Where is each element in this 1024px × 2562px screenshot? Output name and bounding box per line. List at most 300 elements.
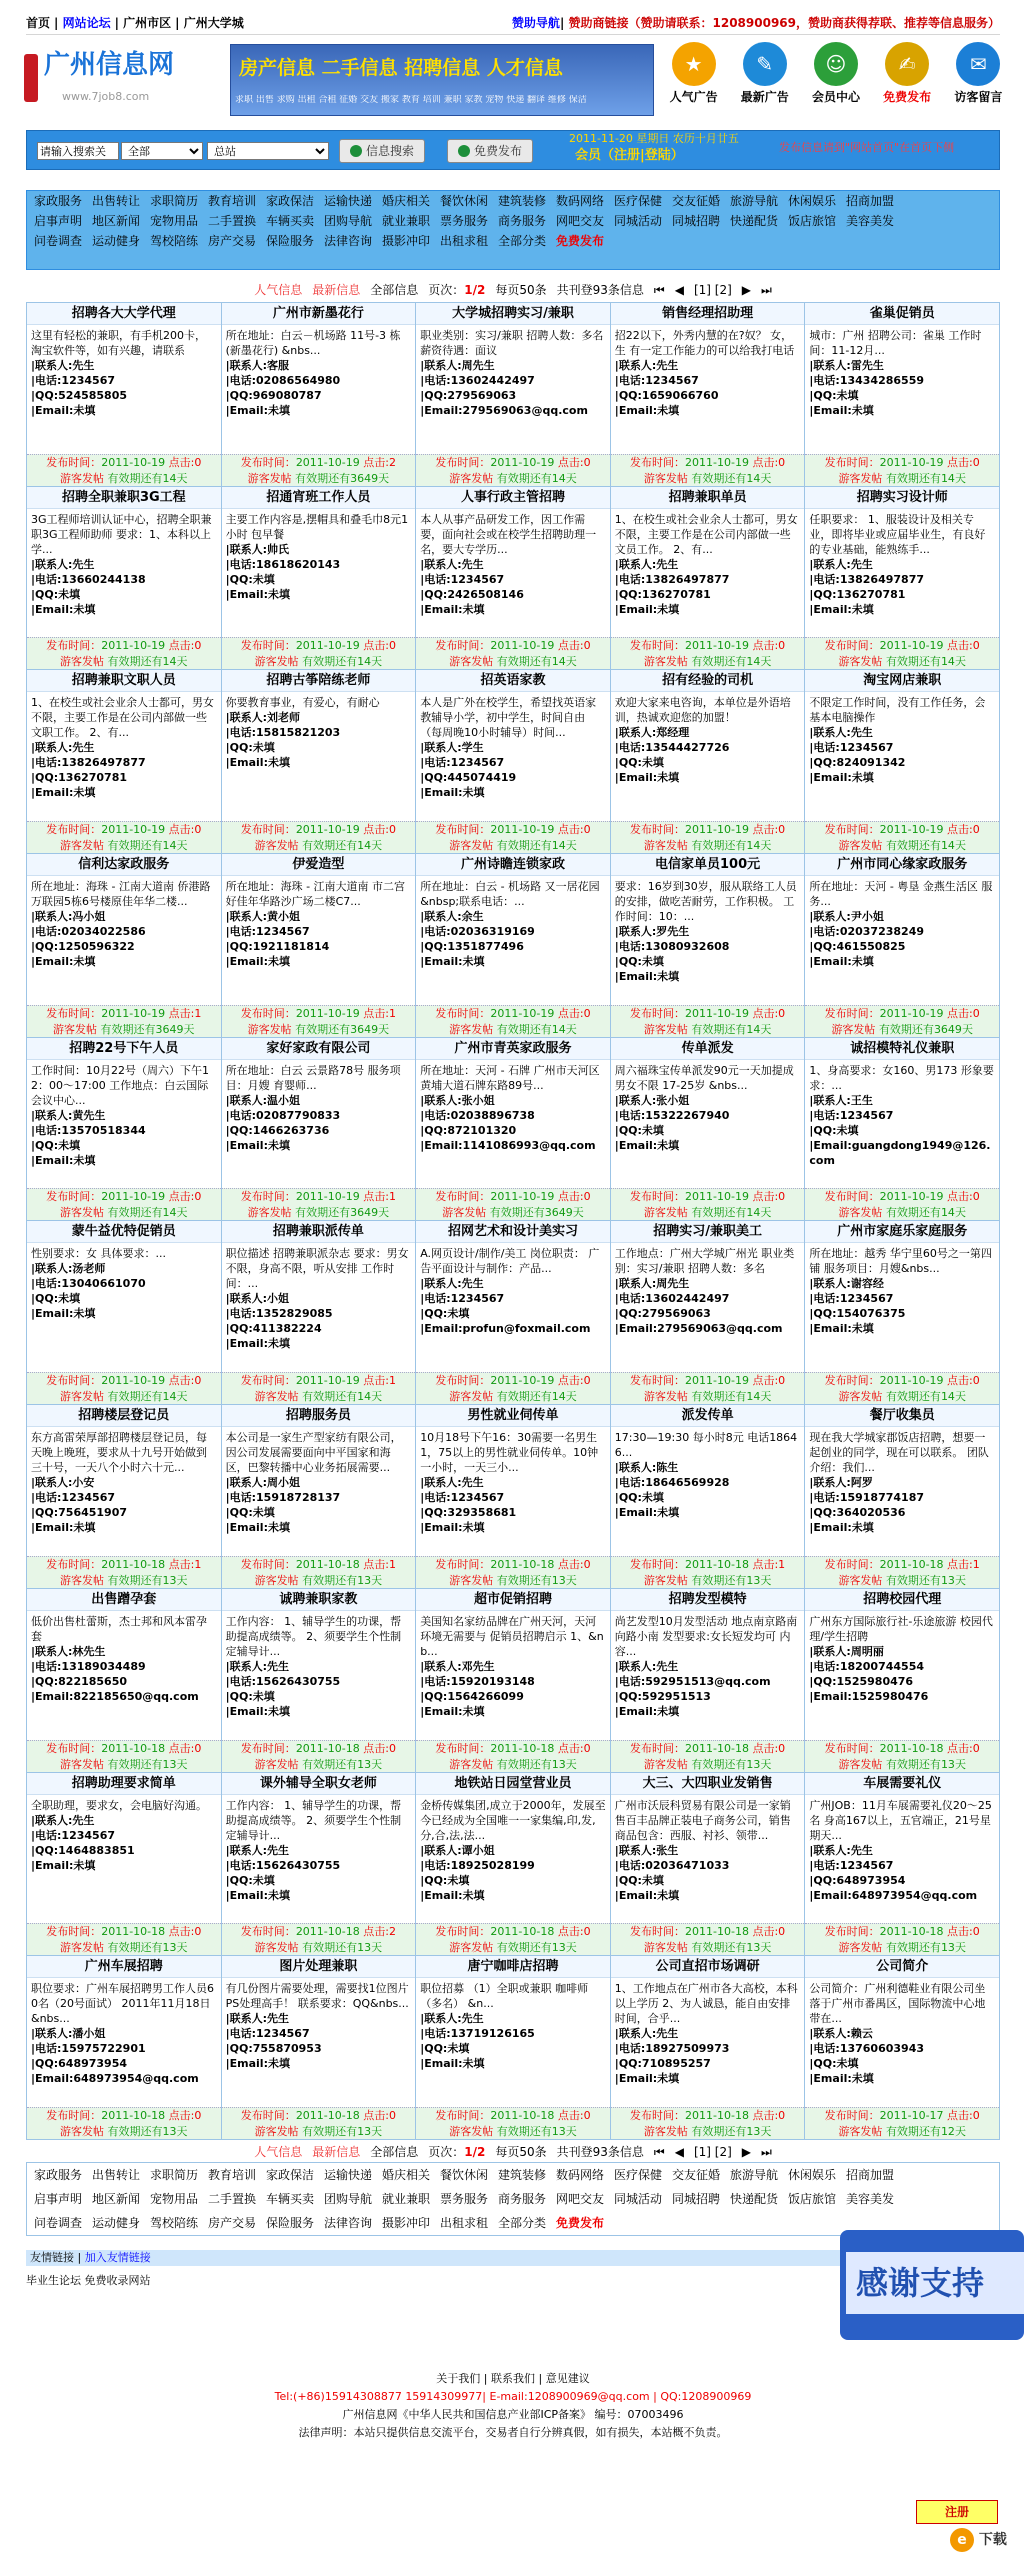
bnav-item[interactable]: 摄影冲印 xyxy=(381,2215,430,2230)
bnav-item[interactable]: 宠物用品 xyxy=(149,2191,198,2206)
nav-item[interactable]: 饭店旅馆 xyxy=(787,213,836,228)
listing-body xyxy=(27,325,221,453)
nav-item[interactable]: 车辆买卖 xyxy=(265,213,314,228)
listing-footer: 发布时间：2011-10-19 点击:0 游客发帖 有效期还有14天 xyxy=(805,821,999,853)
listing-title[interactable]: 招聘发型模特 xyxy=(611,1589,805,1611)
nav-item[interactable]: 二手置换 xyxy=(207,213,256,228)
chat-icon: ✉ xyxy=(956,42,1000,86)
nav-item[interactable]: 医疗保健 xyxy=(613,193,662,208)
listing-body xyxy=(416,1427,610,1555)
listing-card[interactable] xyxy=(611,854,806,1038)
listing-title[interactable]: 招聘各大大学代理 xyxy=(27,303,221,325)
listing-desc: 主要工作内容是,摆帽具和叠毛巾8元1小时 包早餐 xyxy=(225,512,409,541)
listing-card[interactable] xyxy=(416,487,611,671)
bnav-item[interactable]: 车辆买卖 xyxy=(265,2191,314,2206)
listing-card[interactable] xyxy=(416,1589,611,1773)
nav-item[interactable]: 婚庆相关 xyxy=(381,193,430,208)
listing-card[interactable] xyxy=(611,670,806,854)
listing-title[interactable]: 信利达家政服务 xyxy=(27,854,221,876)
bnav-item[interactable]: 团购导航 xyxy=(323,2191,372,2206)
header-banner[interactable] xyxy=(230,44,654,116)
listing-email: |Email:未填 xyxy=(614,970,680,984)
star-icon: ★ xyxy=(672,42,716,86)
listing-card[interactable] xyxy=(416,1221,611,1405)
listing-card[interactable] xyxy=(222,1956,417,2140)
bnav-item[interactable]: 同城招聘 xyxy=(671,2191,720,2206)
listing-body xyxy=(27,876,221,1004)
nav-item[interactable]: 宠物用品 xyxy=(149,213,198,228)
listing-phone: |电话:1352829085 xyxy=(225,1307,333,1321)
listing-phone: |电话:15322267940 xyxy=(614,1108,730,1122)
nav-item[interactable]: 法律咨询 xyxy=(323,233,372,248)
bnav-item[interactable]: 网吧交友 xyxy=(555,2191,604,2206)
listing-title[interactable]: 雀巢促销员 xyxy=(805,303,999,325)
listing-title[interactable]: 招聘22号下午人员 xyxy=(27,1038,221,1060)
listing-card[interactable] xyxy=(611,487,806,671)
next-page-icon-bottom[interactable]: ▶ xyxy=(741,2144,751,2159)
page-links-bottom[interactable]: [1] [2] xyxy=(693,2144,732,2159)
bnav-item[interactable]: 免费发布 xyxy=(555,2215,604,2230)
listing-card[interactable] xyxy=(27,1956,222,2140)
first-page-icon[interactable]: ⏮ xyxy=(653,282,665,297)
total-count-bottom: 共刊登93条信息 xyxy=(556,2144,644,2159)
bnav-item[interactable]: 问卷调查 xyxy=(33,2215,82,2230)
listing-card[interactable] xyxy=(805,1956,1000,2140)
listing-contact: |联系人:黄先生 xyxy=(31,1108,106,1122)
listing-email: |Email:未填 xyxy=(31,602,96,616)
listing-card[interactable] xyxy=(27,670,222,854)
page-label: 页次： xyxy=(428,282,465,297)
prev-page-icon[interactable]: ◀ xyxy=(674,282,684,297)
listing-email: |Email:未填 xyxy=(614,602,680,616)
bnav-item[interactable]: 家政保洁 xyxy=(265,2167,314,2182)
listing-title[interactable]: 招聘兼职派传单 xyxy=(222,1221,416,1243)
nav-item[interactable]: 建筑装修 xyxy=(497,193,546,208)
bnav-item[interactable]: 家政服务 xyxy=(33,2167,82,2182)
listing-email: |Email:279569063@qq.com xyxy=(420,404,588,417)
nav-item[interactable]: 问卷调查 xyxy=(33,233,82,248)
nav-item[interactable]: 商务服务 xyxy=(497,213,546,228)
nav-item[interactable]: 全部分类 xyxy=(497,233,546,248)
listing-card[interactable] xyxy=(222,487,417,671)
bnav-item[interactable]: 快递配货 xyxy=(729,2191,778,2206)
prev-page-icon-bottom[interactable]: ◀ xyxy=(674,2144,684,2159)
sponsor-text[interactable]: 赞助商链接（赞助请联系：1208900969，赞助商获得荐联、推荐等信息服务） xyxy=(568,16,1000,31)
listing-title[interactable]: 招聘实习/兼职美工 xyxy=(611,1221,805,1243)
nav-item[interactable]: 免费发布 xyxy=(555,233,604,248)
login-link[interactable]: 登陆 xyxy=(644,148,671,163)
listing-title[interactable]: 招聘兼职文职人员 xyxy=(27,670,221,692)
top-link-home[interactable]: 首页 xyxy=(26,16,51,31)
listing-card[interactable] xyxy=(611,1956,806,2140)
bnav-item[interactable]: 出售转让 xyxy=(91,2167,140,2182)
listing-card[interactable] xyxy=(805,1405,1000,1589)
nav-item[interactable]: 地区新闻 xyxy=(91,213,140,228)
bnav-item[interactable]: 同城活动 xyxy=(613,2191,662,2206)
listing-title[interactable]: 派发传单 xyxy=(611,1405,805,1427)
listing-card[interactable] xyxy=(805,1038,1000,1222)
listing-desc: 广州东方国际旅行社-乐途旅游 校园代理/学生招聘 xyxy=(809,1614,993,1643)
listing-qq: |QQ:364020536 xyxy=(809,1506,906,1520)
listing-title[interactable]: 招通宵班工作人员 xyxy=(222,487,416,509)
listing-title[interactable]: 蒙牛益优特促销员 xyxy=(27,1221,221,1243)
bnav-item[interactable]: 就业兼职 xyxy=(381,2191,430,2206)
listing-footer: 发布时间：2011-10-18 点击:0 游客发帖 有效期还有13天 xyxy=(611,1923,805,1955)
listing-desc: 10月18号下午16：30需要一名男生1，75以上的男性就业伺传单。10钟一小时，一天三小... xyxy=(420,1431,599,1475)
listing-card[interactable] xyxy=(416,1405,611,1589)
nav-item[interactable]: 同城活动 xyxy=(613,213,662,228)
listing-title[interactable]: 地铁站日园堂营业员 xyxy=(416,1773,610,1795)
friends-add-link[interactable]: 加入友情链接 xyxy=(84,2251,151,2264)
bnav-item[interactable]: 全部分类 xyxy=(497,2215,546,2230)
bnav-item[interactable]: 医疗保健 xyxy=(613,2167,662,2182)
listing-title[interactable]: 招聘兼职单员 xyxy=(611,487,805,509)
nav-item[interactable]: 摄影冲印 xyxy=(381,233,430,248)
nav-item[interactable]: 家政保洁 xyxy=(265,193,314,208)
listing-title[interactable]: 大三、大四职业发销售 xyxy=(611,1773,805,1795)
listing-card[interactable] xyxy=(611,1038,806,1222)
listing-title[interactable]: 招聘楼层登记员 xyxy=(27,1405,221,1427)
listing-card[interactable] xyxy=(27,487,222,671)
bnav-item[interactable]: 饭店旅馆 xyxy=(787,2191,836,2206)
listing-email: |Email:未填 xyxy=(420,1521,485,1535)
listing-email: |Email:guangdong1949@126.com xyxy=(809,1138,991,1167)
nav-item[interactable]: 就业兼职 xyxy=(381,213,430,228)
listing-phone: |电话:18646569928 xyxy=(614,1476,730,1490)
all-info-link[interactable]: 全部信息 xyxy=(370,282,419,297)
nav-row xyxy=(27,211,999,231)
listing-contact: |联系人:冯小姐 xyxy=(31,910,106,924)
download-badge[interactable] xyxy=(950,2528,1020,2558)
bnav-item[interactable]: 婚庆相关 xyxy=(381,2167,430,2182)
last-page-icon[interactable]: ⏭ xyxy=(761,282,772,297)
listing-title[interactable]: 诚聘兼职家教 xyxy=(222,1589,416,1611)
promo-text[interactable]: 发布信息请到"网站首页"在首页下侧 xyxy=(779,141,955,154)
listing-footer: 发布时间：2011-10-19 点击:0 游客发帖 有效期还有14天 xyxy=(416,454,610,486)
listing-title[interactable]: 电信家单员100元 xyxy=(611,854,805,876)
bnav-item[interactable]: 运动健身 xyxy=(91,2215,140,2230)
listing-phone: |电话:13570518344 xyxy=(31,1123,146,1137)
nav-item[interactable]: 团购导航 xyxy=(323,213,372,228)
listing-title[interactable]: 招聘助理要求简单 xyxy=(27,1773,221,1795)
listing-card[interactable] xyxy=(416,670,611,854)
nav-item[interactable]: 房产交易 xyxy=(207,233,256,248)
bnav-item[interactable]: 票务服务 xyxy=(439,2191,488,2206)
listing-title[interactable]: 公司直招市场调研 xyxy=(611,1956,805,1978)
listing-title[interactable]: 招聘古筝陪练老师 xyxy=(222,670,416,692)
page-links[interactable]: [1] [2] xyxy=(693,282,732,297)
footer-links[interactable]: 关于我们 | 联系我们 | 意见建议 xyxy=(436,2372,590,2385)
listing-desc: 美国知名家纺品牌在广州天河，天河环境无需要与 促销员招聘启示 1、&nb... xyxy=(420,1614,604,1658)
listing-title[interactable]: 淘宝网店兼职 xyxy=(805,670,999,692)
listing-card[interactable] xyxy=(416,303,611,487)
listing-contact: |联系人:张生 xyxy=(614,1843,679,1857)
listing-phone: |电话:1234567 xyxy=(420,572,505,586)
listing-desc: 职位要求：广州车展招聘男工作人员60名（20号面试） 2011年11月18日&nbs... xyxy=(31,1982,214,2026)
nav-item[interactable]: 驾校陪练 xyxy=(149,233,198,248)
bnav-item[interactable]: 出租求租 xyxy=(439,2215,488,2230)
bnav-item[interactable]: 休闲娱乐 xyxy=(787,2167,836,2182)
listing-card[interactable] xyxy=(222,854,417,1038)
category-nav xyxy=(26,190,1000,270)
listing-footer: 发布时间：2011-10-19 点击:0 游客发帖 有效期还有14天 xyxy=(27,821,221,853)
listing-title[interactable]: 传单派发 xyxy=(611,1038,805,1060)
listing-contact: |联系人:先生 xyxy=(31,359,95,372)
listing-title[interactable]: 广州市家庭乐家庭服务 xyxy=(805,1221,999,1243)
listing-title[interactable]: 车展需要礼仪 xyxy=(805,1773,999,1795)
listing-desc: 所在地址：天河 - 石牌 广州市天河区黄埔大道石牌东路89号... xyxy=(420,1063,600,1092)
nav-item[interactable]: 交友征婚 xyxy=(671,193,720,208)
listing-title[interactable]: 招聘校园代理 xyxy=(805,1589,999,1611)
bnav-item[interactable]: 保险服务 xyxy=(265,2215,314,2230)
nav-item[interactable]: 旅游导航 xyxy=(729,193,778,208)
post-button[interactable] xyxy=(447,139,533,163)
listing-qq: |QQ:未填 xyxy=(420,1307,470,1321)
bnav-item[interactable]: 地区新闻 xyxy=(91,2191,140,2206)
guestbook-label: 访客留言 xyxy=(954,90,1003,104)
listing-card[interactable] xyxy=(27,1589,222,1773)
nav-item[interactable]: 运动健身 xyxy=(91,233,140,248)
listing-phone: |电话:13189034489 xyxy=(31,1659,146,1673)
nav-item[interactable]: 网吧交友 xyxy=(555,213,604,228)
nav-item[interactable]: 教育培训 xyxy=(207,193,256,208)
listing-body xyxy=(27,509,221,637)
listing-card[interactable] xyxy=(611,1405,806,1589)
nav-item[interactable]: 数码网络 xyxy=(555,193,604,208)
last-page-icon-bottom[interactable]: ⏭ xyxy=(761,2144,772,2159)
top-links: 首页 | 网站论坛 | 广州市区 | 广州大学城 xyxy=(26,16,244,31)
listing-body xyxy=(805,1795,999,1923)
top-link-university[interactable]: 广州大学城 xyxy=(183,16,244,31)
thanks-banner[interactable] xyxy=(840,2230,1024,2340)
listing-title[interactable]: 招聘服务员 xyxy=(222,1405,416,1427)
register-link[interactable]: 注册 xyxy=(614,148,641,163)
search-bar xyxy=(26,130,1000,170)
listing-title[interactable]: 餐厅收集员 xyxy=(805,1405,999,1427)
listing-title[interactable]: 广州市青英家政服务 xyxy=(416,1038,610,1060)
listing-card[interactable] xyxy=(27,1221,222,1405)
listing-title[interactable]: 招网艺术和设计美实习 xyxy=(416,1221,610,1243)
all-info-link-bottom[interactable]: 全部信息 xyxy=(370,2144,419,2159)
bnav-item[interactable]: 招商加盟 xyxy=(845,2167,894,2182)
bnav-item[interactable]: 房产交易 xyxy=(207,2215,256,2230)
listing-card[interactable] xyxy=(805,1773,1000,1957)
listing-desc: 性别要求：女 具体要求：... xyxy=(31,1247,166,1261)
hot-info-link-bottom[interactable]: 人气信息 xyxy=(254,2144,303,2159)
listing-phone: |电话:15626430755 xyxy=(225,1674,341,1688)
listing-title[interactable]: 招聘全职兼职3G工程 xyxy=(27,487,221,509)
listing-title[interactable]: 出售蹭孕套 xyxy=(27,1589,221,1611)
listing-body xyxy=(222,1611,416,1739)
listing-card[interactable] xyxy=(27,854,222,1038)
listing-footer: 发布时间：2011-10-19 点击:1 游客发帖 有效期还有14天 xyxy=(222,1372,416,1404)
listing-phone: |电话:13080932608 xyxy=(614,940,730,954)
guestbook-link[interactable] xyxy=(945,38,1011,120)
listing-card[interactable] xyxy=(805,303,1000,487)
bnav-item[interactable]: 美容美发 xyxy=(845,2191,894,2206)
bnav-item[interactable]: 驾校陪练 xyxy=(149,2215,198,2230)
nav-item[interactable]: 休闲娱乐 xyxy=(787,193,836,208)
nav-item[interactable]: 招商加盟 xyxy=(845,193,894,208)
friends-links[interactable]: 毕业生论坛 免费收录网站 xyxy=(26,2274,151,2287)
listing-phone: |电话:13760603943 xyxy=(809,2042,925,2056)
listing-phone: |电话:02038896738 xyxy=(420,1108,535,1122)
listing-email: |Email:未填 xyxy=(225,587,290,601)
listing-title[interactable]: 唐宁咖啡店招聘 xyxy=(416,1956,610,1978)
listing-title[interactable]: 伊爱造型 xyxy=(222,854,416,876)
listing-card[interactable] xyxy=(27,1405,222,1589)
listing-card[interactable] xyxy=(27,1773,222,1957)
listing-title[interactable]: 销售经理招助理 xyxy=(611,303,805,325)
nav-item[interactable]: 快递配货 xyxy=(729,213,778,228)
nav-item[interactable]: 出租求租 xyxy=(439,233,488,248)
banner-text: 房产信息 二手信息 招聘信息 人才信息 xyxy=(239,57,563,79)
listing-title[interactable]: 人事行政主管招聘 xyxy=(416,487,610,509)
latest-info-link[interactable]: 最新信息 xyxy=(312,282,361,297)
listing-body xyxy=(805,1978,999,2106)
search-input[interactable] xyxy=(37,142,119,160)
listing-contact: |联系人:先生 xyxy=(225,2012,290,2026)
nav-item[interactable]: 运输快递 xyxy=(323,193,372,208)
bnav-item[interactable]: 教育培训 xyxy=(207,2167,256,2182)
listing-card[interactable] xyxy=(222,670,417,854)
footer-law: 法律声明：本站只提供信息交流平台，交易者自行分辨真假，如有损失，本站概不负责。 xyxy=(298,2426,728,2439)
listing-qq: |QQ:872101320 xyxy=(420,1123,517,1137)
bnav-item[interactable]: 建筑装修 xyxy=(497,2167,546,2182)
nav-item[interactable]: 出售转让 xyxy=(91,193,140,208)
listing-title[interactable]: 课外辅导全职女老师 xyxy=(222,1773,416,1795)
listing-body xyxy=(805,509,999,637)
listing-card[interactable] xyxy=(222,1405,417,1589)
bnav-item[interactable]: 数码网络 xyxy=(555,2167,604,2182)
listing-card[interactable] xyxy=(27,1038,222,1222)
listing-card[interactable] xyxy=(611,1221,806,1405)
nav-item[interactable]: 餐饮休闲 xyxy=(439,193,488,208)
listing-desc: 所在地址：白云 云景路78号 服务项目：月嫂 育婴师... xyxy=(225,1063,401,1092)
listing-card[interactable] xyxy=(222,1589,417,1773)
listing-card[interactable] xyxy=(805,1589,1000,1773)
bnav-item[interactable]: 餐饮休闲 xyxy=(439,2167,488,2182)
listing-body xyxy=(416,1611,610,1739)
listing-card[interactable] xyxy=(416,1038,611,1222)
listing-title[interactable]: 男性就业伺传单 xyxy=(416,1405,610,1427)
member-center-link[interactable] xyxy=(803,38,869,120)
listing-email: |Email:未填 xyxy=(225,1138,290,1152)
listing-title[interactable]: 招有经验的司机 xyxy=(611,670,805,692)
listing-title[interactable]: 广州诗瞻连锁家政 xyxy=(416,854,610,876)
latest-ads-link[interactable] xyxy=(732,38,798,120)
next-page-icon[interactable]: ▶ xyxy=(741,282,751,297)
listing-card[interactable] xyxy=(27,303,222,487)
listing-card[interactable] xyxy=(805,487,1000,671)
nav-item[interactable]: 求职简历 xyxy=(149,193,198,208)
listing-qq: |QQ:未填 xyxy=(225,741,275,755)
listing-title[interactable]: 大学城招聘实习/兼职 xyxy=(416,303,610,325)
listing-title[interactable]: 广州市同心缘家政服务 xyxy=(805,854,999,876)
free-post-link[interactable] xyxy=(874,38,940,120)
first-page-icon-bottom[interactable]: ⏮ xyxy=(653,2144,665,2159)
listing-title[interactable]: 招聘实习设计师 xyxy=(805,487,999,509)
listing-title[interactable]: 超市促销招聘 xyxy=(416,1589,610,1611)
site-logo[interactable] xyxy=(22,46,222,116)
listing-card[interactable] xyxy=(805,854,1000,1038)
bnav-item[interactable]: 二手置换 xyxy=(207,2191,256,2206)
top-link-forum[interactable]: 网站论坛 xyxy=(62,16,111,31)
hot-info-link[interactable]: 人气信息 xyxy=(254,282,303,297)
nav-item[interactable]: 保险服务 xyxy=(265,233,314,248)
listing-phone: |电话:02037238249 xyxy=(809,925,925,939)
listing-contact: |联系人:小安 xyxy=(31,1476,95,1490)
nav-item[interactable]: 票务服务 xyxy=(439,213,488,228)
bnav-item[interactable]: 求职简历 xyxy=(149,2167,198,2182)
listing-card[interactable] xyxy=(611,1773,806,1957)
listing-footer: 发布时间：2011-10-18 点击:0 游客发帖 有效期还有13天 xyxy=(805,1923,999,1955)
nav-item[interactable]: 同城招聘 xyxy=(671,213,720,228)
listing-footer: 发布时间：2011-10-18 点击:0 游客发帖 有效期还有13天 xyxy=(27,1923,221,1955)
search-button[interactable] xyxy=(339,139,425,163)
listing-card[interactable] xyxy=(416,1773,611,1957)
listing-phone: |电话:13434286559 xyxy=(809,374,925,387)
listing-title[interactable]: 广州市新墨花行 xyxy=(222,303,416,325)
listing-title[interactable]: 广州车展招聘 xyxy=(27,1956,221,1978)
listing-title[interactable]: 公司简介 xyxy=(805,1956,999,1978)
listing-desc: 你要教育事业，有爱心，有耐心 xyxy=(225,696,380,710)
scope-select[interactable] xyxy=(207,142,329,160)
nav-item[interactable]: 家政服务 xyxy=(33,193,82,208)
listing-card[interactable] xyxy=(416,854,611,1038)
listing-desc: 金桥传媒集团,成立于2000年，发展至今已经成为全国唯一一家集编,印,发,分,合,法,法... xyxy=(420,1798,606,1842)
top-link-district[interactable]: 广州市区 xyxy=(123,16,172,31)
listing-phone: |电话:18927509973 xyxy=(614,2042,730,2056)
listing-title[interactable]: 招英语家教 xyxy=(416,670,610,692)
listing-card[interactable] xyxy=(611,1589,806,1773)
bnav-item[interactable]: 旅游导航 xyxy=(729,2167,778,2182)
listing-card[interactable] xyxy=(222,1773,417,1957)
listing-grid xyxy=(26,302,1000,2140)
bnav-item[interactable]: 法律咨询 xyxy=(323,2215,372,2230)
listing-card[interactable] xyxy=(416,1956,611,2140)
listing-card[interactable] xyxy=(222,303,417,487)
listing-title[interactable]: 诚招模特礼仪兼职 xyxy=(805,1038,999,1060)
listing-contact: |联系人:学生 xyxy=(420,741,484,755)
register-float-button[interactable]: 注册 xyxy=(916,2500,998,2524)
type-select[interactable] xyxy=(121,142,203,160)
listing-desc: 职业类别：实习/兼职 招聘人数：多名 薪资待遇：面议 xyxy=(420,329,604,357)
hot-ads-link[interactable] xyxy=(661,38,727,120)
listing-phone: |电话:15975722901 xyxy=(31,2042,146,2056)
listing-phone: |电话:02036471033 xyxy=(614,1858,730,1872)
footer-contact: Tel:(+86)15914308877 15914309977| E-mail:1208900969@qq.com | QQ:1208900969 xyxy=(274,2390,752,2403)
listing-card[interactable] xyxy=(805,1221,1000,1405)
listing-desc: 公司简介：广州利德鞋业有限公司坐落于广州市番禺区，国际物流中心地带在... xyxy=(809,1982,986,2026)
sponsor-label[interactable]: 赞助导航 xyxy=(511,16,560,31)
latest-info-link-bottom[interactable]: 最新信息 xyxy=(312,2144,361,2159)
listing-body xyxy=(805,1060,999,1188)
listing-card[interactable] xyxy=(611,303,806,487)
listing-card[interactable] xyxy=(222,1038,417,1222)
listing-title[interactable]: 家好家政有限公司 xyxy=(222,1038,416,1060)
bnav-item[interactable]: 运输快递 xyxy=(323,2167,372,2182)
listing-card[interactable] xyxy=(222,1221,417,1405)
nav-item[interactable]: 启事声明 xyxy=(33,213,82,228)
bnav-item[interactable]: 启事声明 xyxy=(33,2191,82,2206)
listing-title[interactable]: 图片处理兼职 xyxy=(222,1956,416,1978)
listing-phone: |电话:18200744554 xyxy=(809,1659,925,1673)
nav-item[interactable]: 美容美发 xyxy=(845,213,894,228)
bnav-item[interactable]: 商务服务 xyxy=(497,2191,546,2206)
bnav-item[interactable]: 交友征婚 xyxy=(671,2167,720,2182)
listing-card[interactable] xyxy=(805,670,1000,854)
